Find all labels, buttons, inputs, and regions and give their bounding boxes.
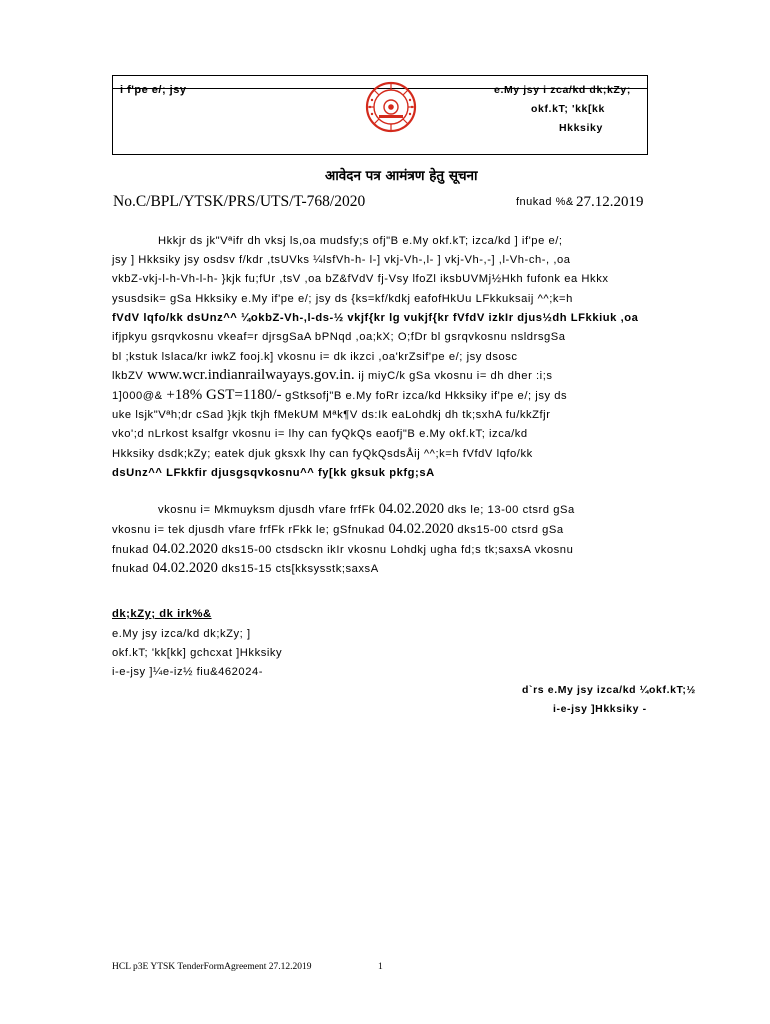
para2-text: dks15-00 ctsrd gSa bbox=[457, 524, 564, 536]
para2-text: vkosnu i= Mkmuyksm djusdh vfare frfFk bbox=[158, 504, 376, 516]
submission-deadline-date: 04.02.2020 bbox=[388, 521, 454, 537]
header-right-line1: e.My jsy i zca/kd dk;kZy; bbox=[494, 84, 631, 96]
para2-text: dks le; 13-00 ctsrd gSa bbox=[447, 504, 575, 516]
notice-number: No.C/BPL/YTSK/PRS/UTS/T-768/2020 bbox=[113, 193, 366, 210]
para1-line: fVdV lqfo/kk dsUnz^^ ¼okbZ-Vh-,l-ds-½ vkjf{kr lg vukjf{kr fVfdV izkIr djus½dh LFkkiuk ,oa bbox=[112, 312, 639, 324]
notice-date-label: fnukad %& bbox=[516, 196, 574, 208]
signature-line1: d`rs e.My jsy izca/kd ¼okf.kT;½ bbox=[522, 684, 696, 696]
para1-line: vkbZ-vkj-l-h-Vh-l-h- }kjk fu;fUr ,tsV ,oa bZ&fVdV fj-Vsy lfoZl iksbUVMj½Hkh fufonk ea Hkkx bbox=[112, 273, 609, 285]
para1-line: jsy ] Hkksiky jsy osdsv f/kdr ,tsUVks ¼lsfVh-h- l-] vkj-Vh-,l- ] vkj-Vh-,-] ,l-Vh-ch-, ,oa bbox=[112, 254, 571, 266]
para2-line bbox=[112, 560, 379, 577]
para2-line bbox=[112, 541, 573, 558]
railway-logo-icon bbox=[362, 78, 420, 136]
para1-line: uke lsjk"Vªh;dr cSad }kjk tkjh fMekUM Mªk¶V ds:Ik eaLohdkj dh tk;sxhA fu/kkZfjr bbox=[112, 409, 551, 421]
para2-line bbox=[158, 501, 575, 518]
para1-line-website bbox=[112, 367, 553, 384]
header-left-text: i f'pe e/; jsy bbox=[120, 84, 187, 96]
notice-title: आवेदन पत्र आमंत्रण हेतु सूचना bbox=[325, 168, 478, 184]
address-line: e.My jsy izca/kd dk;kZy; ] bbox=[112, 628, 251, 640]
para1-line: vko';d nLrkost ksalfgr vkosnu i= lhy can fyQkQs eaofj"B e.My okf.kT; izca/kd bbox=[112, 428, 528, 440]
fee-amount: 1]000@& bbox=[112, 390, 163, 402]
notice-date: 27.12.2019 bbox=[576, 194, 644, 210]
footer-page-number: 1 bbox=[378, 962, 383, 972]
para2-text: vkosnu i= tek djusdh vfare frfFk rFkk le; gSfnukad bbox=[112, 524, 385, 536]
para1-line: Hkksiky dsdk;kZy; eatek djuk gksxk lhy can fyQkQsdsÅij ^^;k=h fVfdV lqfo/kk bbox=[112, 448, 533, 460]
para2-text: fnukad bbox=[112, 544, 149, 556]
para2-text: dks15-00 ctsdsckn ikIr vkosnu Lohdkj ugha fd;s tk;saxsA vkosnu bbox=[221, 544, 574, 556]
website-link[interactable]: www.wcr.indianrailwayays.gov.in. bbox=[147, 367, 355, 383]
address-heading: dk;kZy; dk irk%& bbox=[112, 608, 212, 620]
para2-line bbox=[112, 521, 564, 538]
gst-amount: +18% GST=1180/- bbox=[166, 387, 282, 403]
address-line: okf.kT; 'kk[kk] gchcxat ]Hkksiky bbox=[112, 647, 283, 659]
signature-line2: i-e-jsy ]Hkksiky - bbox=[553, 703, 647, 715]
para1-line: ysusdsik= gSa Hkksiky e.My if'pe e/; jsy ds {ks=kf/kdkj eafofHkUu LFkkuksaij ^^;k=h bbox=[112, 293, 573, 305]
para1-text: gStksofj"B e.My foRr izca/kd Hkksiky if'pe e/; jsy ds bbox=[285, 390, 568, 402]
late-cutoff-date: 04.02.2020 bbox=[152, 541, 218, 557]
para2-text: dks15-15 cts[kksysstk;saxsA bbox=[221, 563, 379, 575]
para1-line: bl ;kstuk lslaca/kr iwkZ fooj.k] vkosnu i= dk ikzci ,oa'krZsif'pe e/; jsy dsosc bbox=[112, 351, 518, 363]
para1-line: dsUnz^^ LFkkfir djusgsqvkosnu^^ fy[kk gksuk pkfg;sA bbox=[112, 467, 435, 479]
para1-line-fee bbox=[112, 387, 567, 404]
para1-text: ij miyC/k gSa vkosnu i= dh dher :i;s bbox=[358, 370, 553, 382]
address-line: i-e-jsy ]¼e-iz½ fiu&462024- bbox=[112, 666, 264, 678]
footer-doc-name: HCL p3E YTSK TenderFormAgreement 27.12.2019 bbox=[112, 962, 312, 972]
para1-line: ifjpkyu gsrqvkosnu vkeaf=r djrsgSaA bPNqd ,oa;kX; O;fDr bl gsrqvkosnu nsldrsgSa bbox=[112, 331, 566, 343]
header-right-line2: okf.kT; 'kk[kk bbox=[531, 103, 605, 115]
para1-text: lkbZV bbox=[112, 370, 144, 382]
download-deadline-date: 04.02.2020 bbox=[378, 501, 445, 517]
para2-text: fnukad bbox=[112, 563, 149, 575]
opening-date: 04.02.2020 bbox=[152, 560, 218, 576]
para1-line: Hkkjr ds jk"Vªifr dh vksj ls,oa mudsfy;s ofj"B e.My okf.kT; izca/kd ] if'pe e/; bbox=[158, 235, 563, 247]
header-right-line3: Hkksiky bbox=[559, 122, 603, 134]
